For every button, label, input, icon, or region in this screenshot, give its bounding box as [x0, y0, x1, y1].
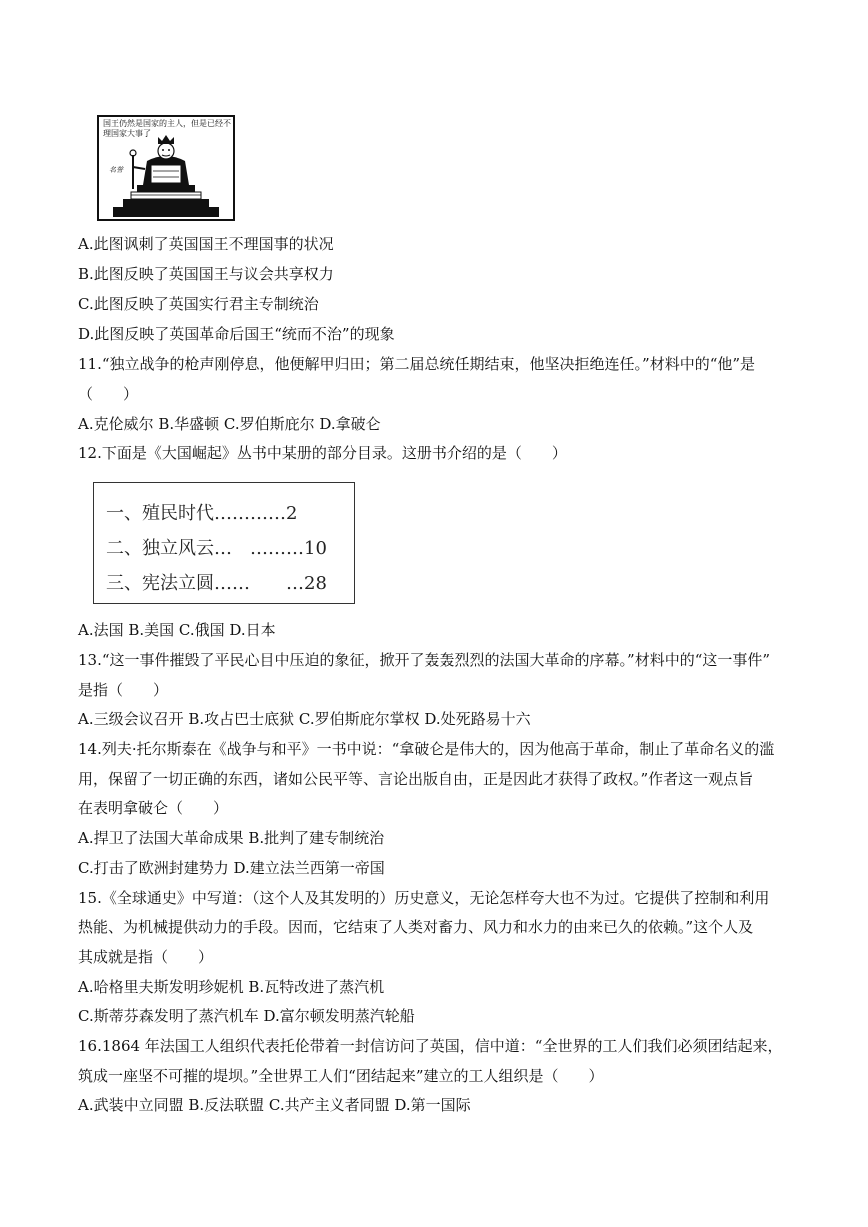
q16-options: A.武装中立同盟 B.反法联盟 C.共产主义者同盟 D.第一国际 — [78, 1096, 471, 1114]
toc-item: 二、独立风云… ………10 — [106, 538, 327, 559]
q10-option-b: B.此图反映了英国国王与议会共享权力 — [78, 265, 334, 283]
q11-stem-line2: （ ） — [78, 385, 139, 403]
q12-options: A.法国 B.美国 C.俄国 D.日本 — [78, 621, 276, 639]
q13-stem-line1: 13.“这一事件摧毁了平民心目中压迫的象征，掀开了轰轰烈烈的法国大革命的序幕。”材料中的“这一事件” — [78, 651, 771, 669]
toc-item: 三、宪法立圆…… …28 — [106, 573, 327, 594]
q14-options-line1: A.捍卫了法国大革命成果 B.批判了建专制统治 — [78, 829, 385, 847]
q10-option-c: C.此图反映了英国实行君主专制统治 — [78, 295, 319, 313]
cartoon-caption: 国王仍然是国家的主人，但是已经不理国家大事了 — [103, 119, 231, 138]
q12-table-of-contents — [93, 482, 355, 604]
q11-options: A.克伦威尔 B.华盛顿 C.罗伯斯庇尔 D.拿破仑 — [78, 415, 381, 433]
q12-stem: 12.下面是《大国崛起》丛书中某册的部分目录。这册书介绍的是（ ） — [78, 444, 567, 462]
q13-options: A.三级会议召开 B.攻占巴士底狱 C.罗伯斯庇尔掌权 D.处死路易十六 — [78, 710, 531, 728]
q14-stem-line2: 用，保留了一切正确的东西，诸如公民平等、言论出版自由，正是因此才获得了政权。”作者这一观点旨 — [78, 770, 754, 788]
q11-stem-line1: 11.“独立战争的枪声刚停息，他便解甲归田；第二届总统任期结束，他坚决拒绝连任。”材料中的“他”是 — [78, 355, 756, 373]
q14-stem-line1: 14.列夫·托尔斯泰在《战争与和平》一书中说：“拿破仑是伟大的，因为他高于革命，制止了革命名义的滥 — [78, 740, 775, 758]
q15-options-line1: A.哈格里夫斯发明珍妮机 B.瓦特改进了蒸汽机 — [78, 978, 385, 996]
toc-item: 一、殖民时代…………2 — [106, 503, 298, 524]
q14-options-line2: C.打击了欧洲封建势力 D.建立法兰西第一帝国 — [78, 859, 385, 877]
q10-option-d: D.此图反映了英国革命后国王“统而不治”的现象 — [78, 325, 395, 343]
q16-stem-line1: 16.1864 年法国工人组织代表托伦带着一封信访问了英国，信中道：“全世界的工人们我们必须团结起来， — [78, 1037, 783, 1055]
cartoon-label: 名誉 — [109, 166, 123, 174]
q15-options-line2: C.斯蒂芬森发明了蒸汽机车 D.富尔顿发明蒸汽轮船 — [78, 1007, 415, 1025]
q15-stem-line3: 其成就是指（ ） — [78, 948, 214, 966]
q16-stem-line2: 筑成一座坚不可摧的堤坝。”全世界工人们“团结起来”建立的工人组织是（ ） — [78, 1067, 604, 1085]
q15-stem-line1: 15.《全球通史》中写道：（这个人及其发明的）历史意义，无论怎样夸大也不为过。它提供了控制和利用 — [78, 889, 770, 907]
king-cartoon-image — [97, 115, 235, 221]
q14-stem-line3: 在表明拿破仑（ ） — [78, 799, 229, 817]
q13-stem-line2: 是指（ ） — [78, 681, 169, 699]
q10-option-a: A.此图讽刺了英国国王不理国事的状况 — [78, 235, 334, 253]
q15-stem-line2: 热能、为机械提供动力的手段。因而，它结束了人类对畜力、风力和水力的由来已久的依赖。”这个人及 — [78, 918, 754, 936]
